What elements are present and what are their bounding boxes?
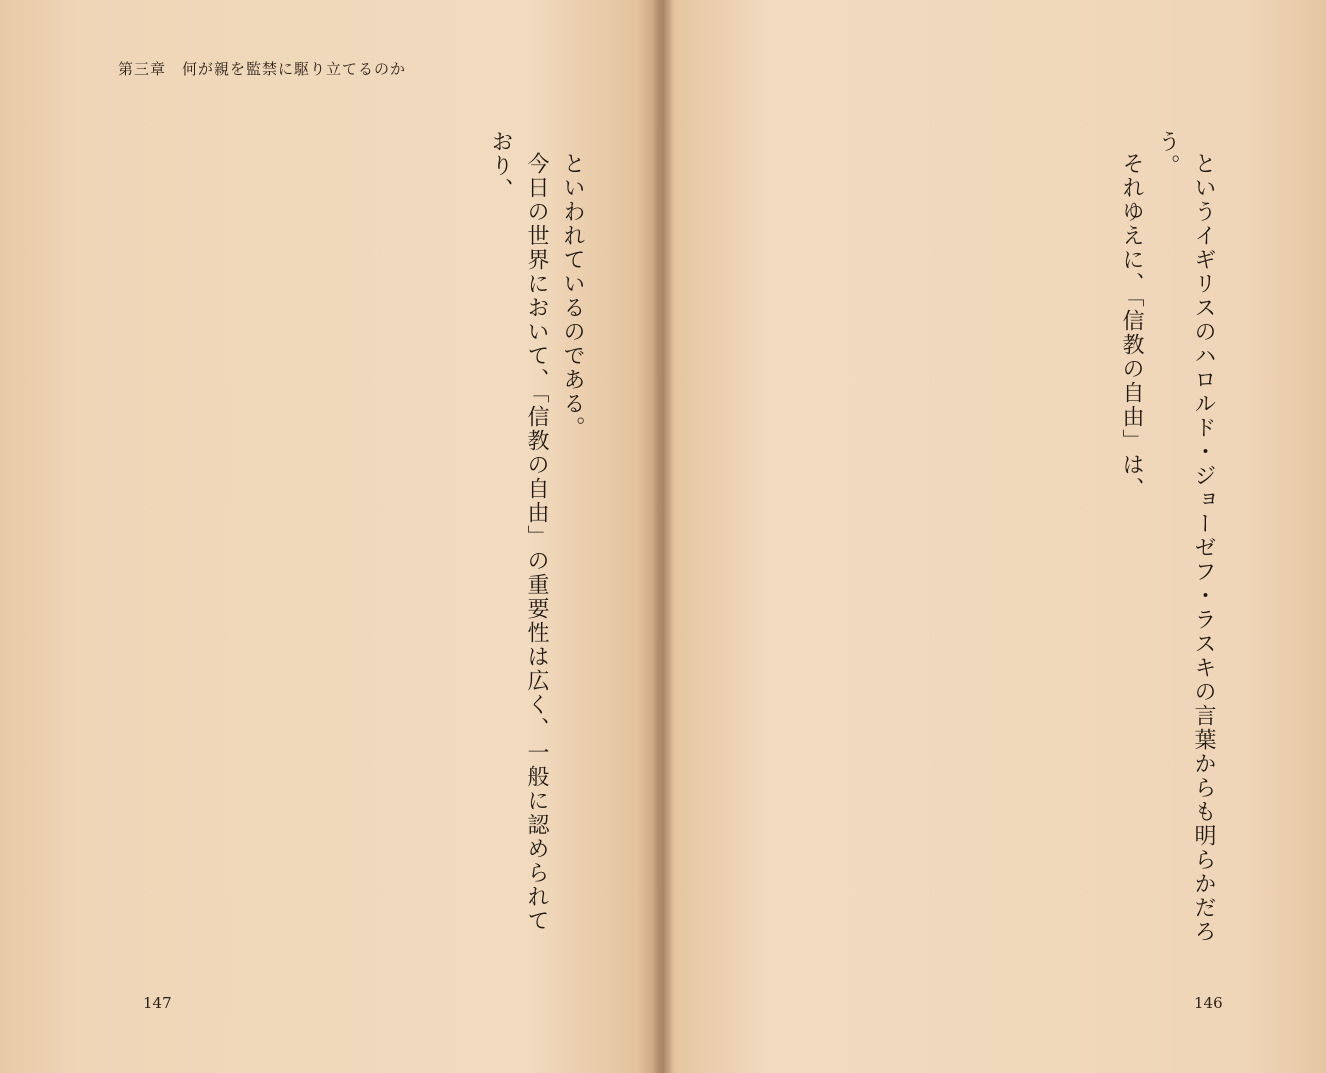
running-head: 第三章 何が親を監禁に駆り立てるのか	[118, 60, 407, 78]
left-page-body-text	[150, 130, 590, 950]
left-page	[0, 0, 655, 1073]
page-number-left: 147	[143, 994, 172, 1012]
page-number-right: 146	[1194, 994, 1223, 1012]
right-page	[671, 0, 1326, 1073]
excerpt-line: というイギリスのハロルド・ジョーゼフ・ラスキの言葉からも明らかだろう。	[1155, 130, 1216, 944]
excerpt-line: 今日の世界において、「信教の自由」の重要性は広く、一般に認められており、	[488, 130, 549, 933]
right-page-body-text	[741, 130, 1221, 950]
excerpt-line: それゆえに、「信教の自由」は、	[1119, 152, 1144, 501]
excerpt-line: といわれているのである。	[560, 152, 585, 440]
